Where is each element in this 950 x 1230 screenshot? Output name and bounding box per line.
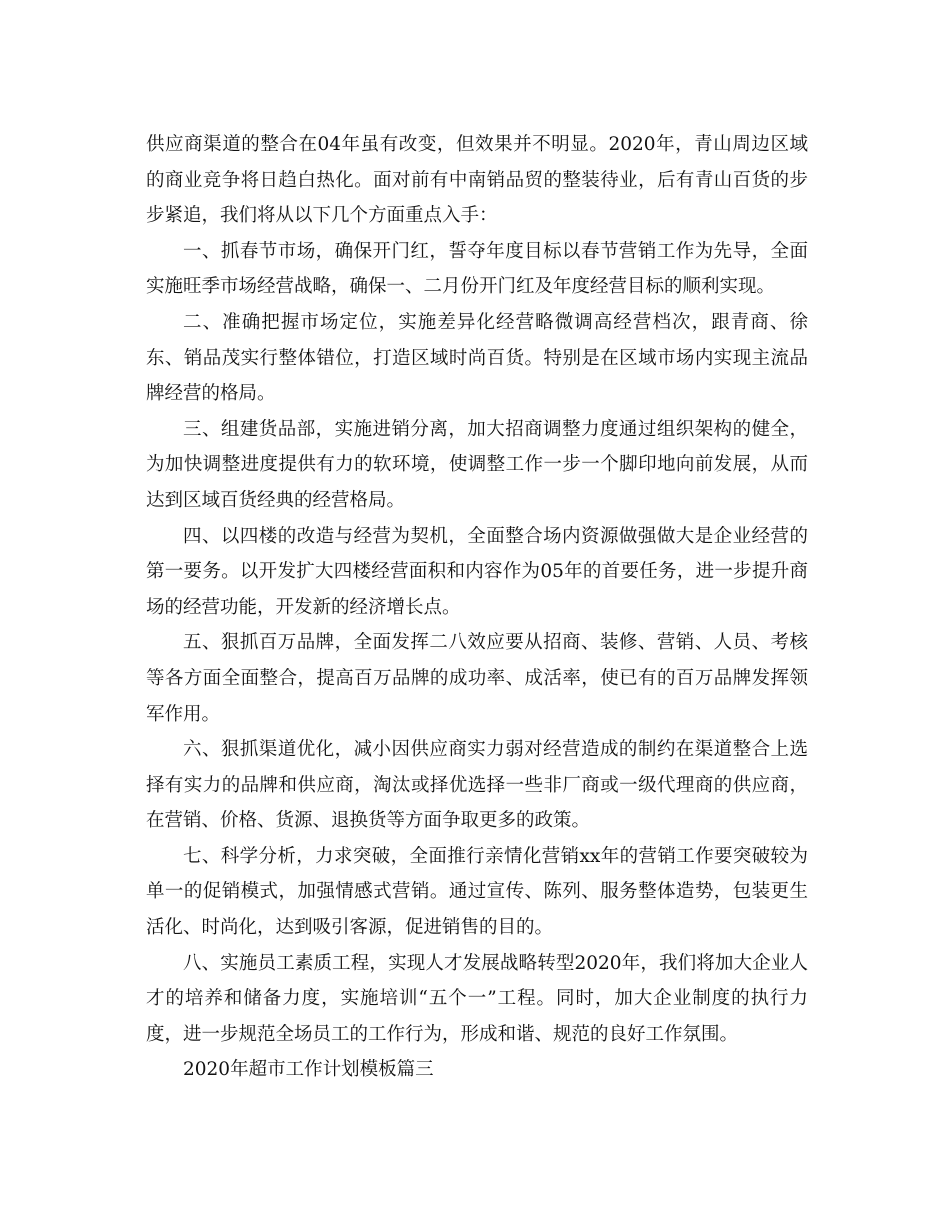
- paragraph-item-3: 三、组建货品部，实施进销分离，加大招商调整力度通过组织架构的健全，为加快调整进度提供有力的软环境，使调整工作一步一个脚印地向前发展，从而达到区域百货经典的经营格局。: [146, 418, 808, 511]
- paragraph-item-6: 六、狠抓渠道优化，减小因供应商实力弱对经营造成的制约在渠道整合上选择有实力的品牌和供应商，淘汰或择优选择一些非厂商或一级代理商的供应商，在营销、价格、货源、退换货等方面争取更多的政策。: [146, 739, 808, 832]
- section-heading: 2020年超市工作计划模板篇三: [183, 1059, 434, 1081]
- paragraph-item-4: 四、以四楼的改造与经营为契机，全面整合场内资源做强做大是企业经营的第一要务。以开发扩大四楼经营面积和内容作为05年的首要任务，进一步提升商场的经营功能，开发新的经济增长点。: [146, 525, 808, 618]
- document-body: [146, 127, 808, 1088]
- paragraph-item-2: 二、准确把握市场定位，实施差异化经营略微调高经营档次，跟青商、徐东、销品茂实行整体错位，打造区域时尚百货。特别是在区域市场内实现主流品牌经营的格局。: [146, 311, 808, 405]
- paragraph-intro: 供应商渠道的整合在04年虽有改变，但效果并不明显。2020年，青山周边区域的商业竞争将日趋白热化。面对前有中南销品贸的整装待业，后有青山百货的步步紧追，我们将从以下几个方面重点入手：: [146, 134, 808, 227]
- paragraph-item-1: 一、抓春节市场，确保开门红，誓夺年度目标以春节营销工作为先导，全面实施旺季市场经营战略，确保一、二月份开门红及年度经营目标的顺利实现。: [146, 240, 808, 298]
- paragraph-item-8: 八、实施员工素质工程，实现人才发展战略转型2020年，我们将加大企业人才的培养和储备力度，实施培训“五个一”工程。同时，加大企业制度的执行力度，进一步规范全场员工的工作行为，形成和谐、规范的良好工作氛围。: [146, 952, 808, 1045]
- paragraph-item-7: 七、科学分析，力求突破，全面推行亲情化营销xx年的营销工作要突破较为单一的促销模式，加强情感式营销。通过宣传、陈列、服务整体造势，包装更生活化、时尚化，达到吸引客源，促进销售的目的。: [146, 845, 808, 939]
- paragraph-item-5: 五、狠抓百万品牌，全面发挥二八效应要从招商、装修、营销、人员、考核等各方面全面整合，提高百万品牌的成功率、成活率，使已有的百万品牌发挥领军作用。: [146, 632, 808, 725]
